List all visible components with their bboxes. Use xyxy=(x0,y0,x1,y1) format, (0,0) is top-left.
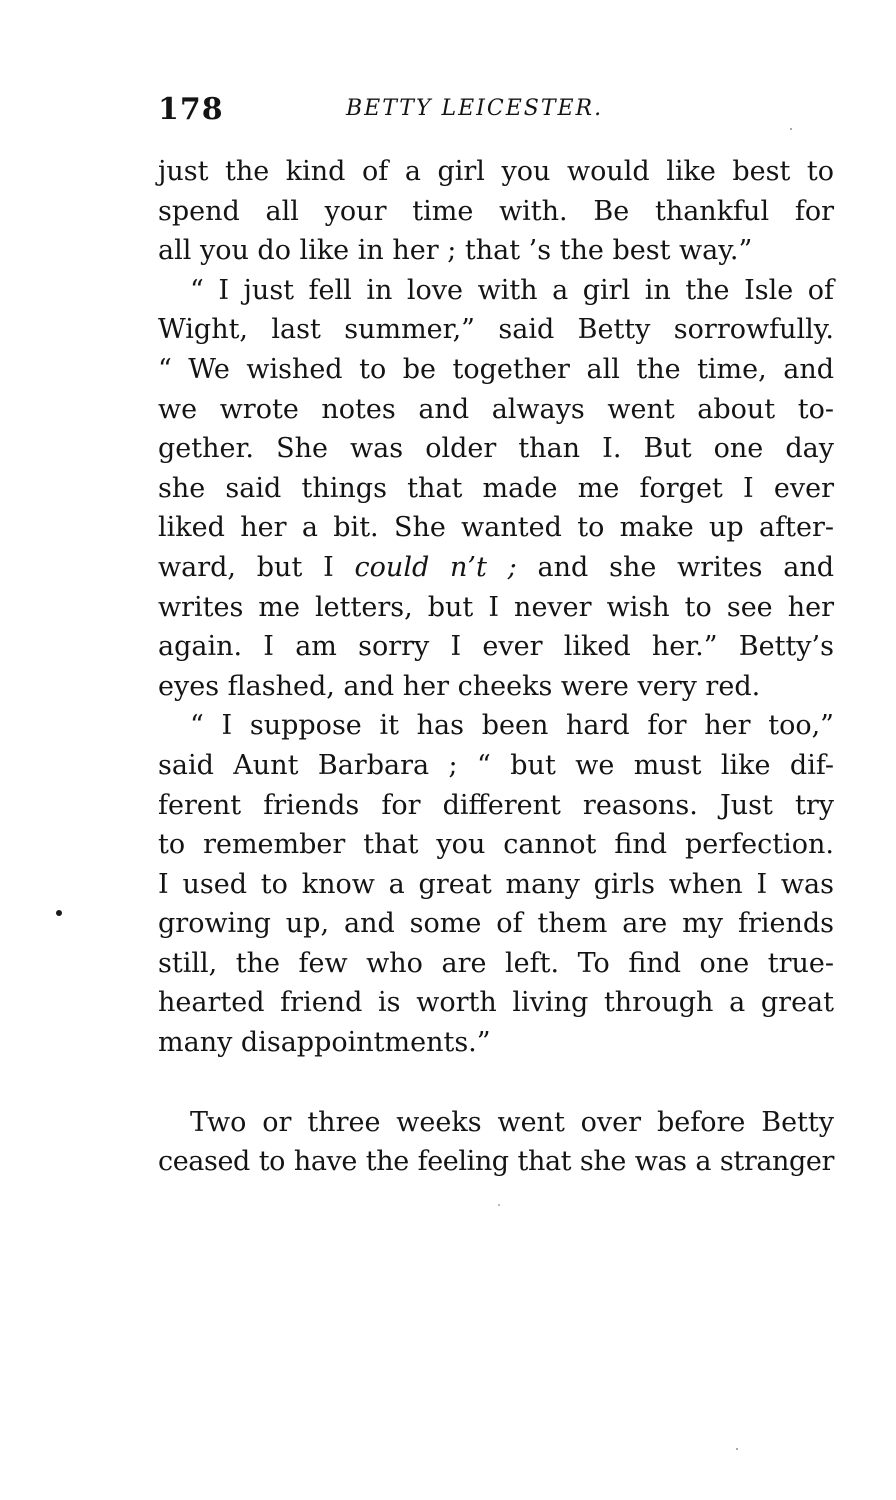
text-line: ceased to have the feeling that she was a stranger xyxy=(158,1146,834,1178)
running-head: BETTY LEICESTER. xyxy=(346,96,604,121)
text-line: said Aunt Barbara ; “ but we must like dif- xyxy=(158,749,834,781)
text-line: liked her a bit. She wanted to make up after- xyxy=(158,512,834,544)
text-line: spend all your time with. Be thankful for xyxy=(158,195,834,227)
text-line: all you do like in her ; that ’s the best way.” xyxy=(158,235,753,267)
text-line: Wight, last summer,” said Betty sorrowfully. xyxy=(158,314,834,346)
text-segment: ward, but I xyxy=(158,551,355,583)
text-line: ferent friends for different reasons. Just try xyxy=(158,789,834,821)
text-line-with-italic xyxy=(158,548,834,588)
text-line: I used to know a great many girls when I was xyxy=(158,868,834,900)
text-line: hearted friend is worth living through a great xyxy=(158,987,834,1019)
text-line: again. I am sorry I ever liked her.” Betty’s xyxy=(158,631,834,663)
text-line: still, the few who are left. To find one true- xyxy=(158,947,834,979)
text-line: just the kind of a girl you would like best to xyxy=(158,156,834,187)
text-line: to remember that you cannot find perfection. xyxy=(158,829,834,861)
text-line: we wrote notes and always went about to- xyxy=(158,393,834,425)
print-speck xyxy=(790,128,792,130)
text-line: “ I just fell in love with a girl in the Isle of xyxy=(190,274,834,306)
text-line: gether. She was older than I. But one day xyxy=(158,433,834,465)
page-header xyxy=(158,92,834,132)
text-line: eyes flashed, and her cheeks were very red. xyxy=(158,670,761,702)
text-line: Two or three weeks went over before Betty xyxy=(190,1106,834,1138)
print-speck xyxy=(498,1204,500,1206)
body-text xyxy=(158,152,834,1182)
page-number: 178 xyxy=(158,92,224,127)
text-segment: and she writes and xyxy=(516,551,834,583)
italic-text: could n’t ; xyxy=(354,551,517,583)
text-line: “ I suppose it has been hard for her too,” xyxy=(190,710,834,742)
section-break xyxy=(158,1063,834,1103)
text-line: growing up, and some of them are my friends xyxy=(158,908,834,940)
text-line: “ We wished to be together all the time, and xyxy=(158,353,834,385)
print-speck xyxy=(736,1448,738,1450)
text-line: she said things that made me forget I ever xyxy=(158,472,834,504)
text-line: writes me letters, but I never wish to see her xyxy=(158,591,834,623)
text-line: many disappointments.” xyxy=(158,1027,491,1059)
print-speck xyxy=(56,910,62,916)
